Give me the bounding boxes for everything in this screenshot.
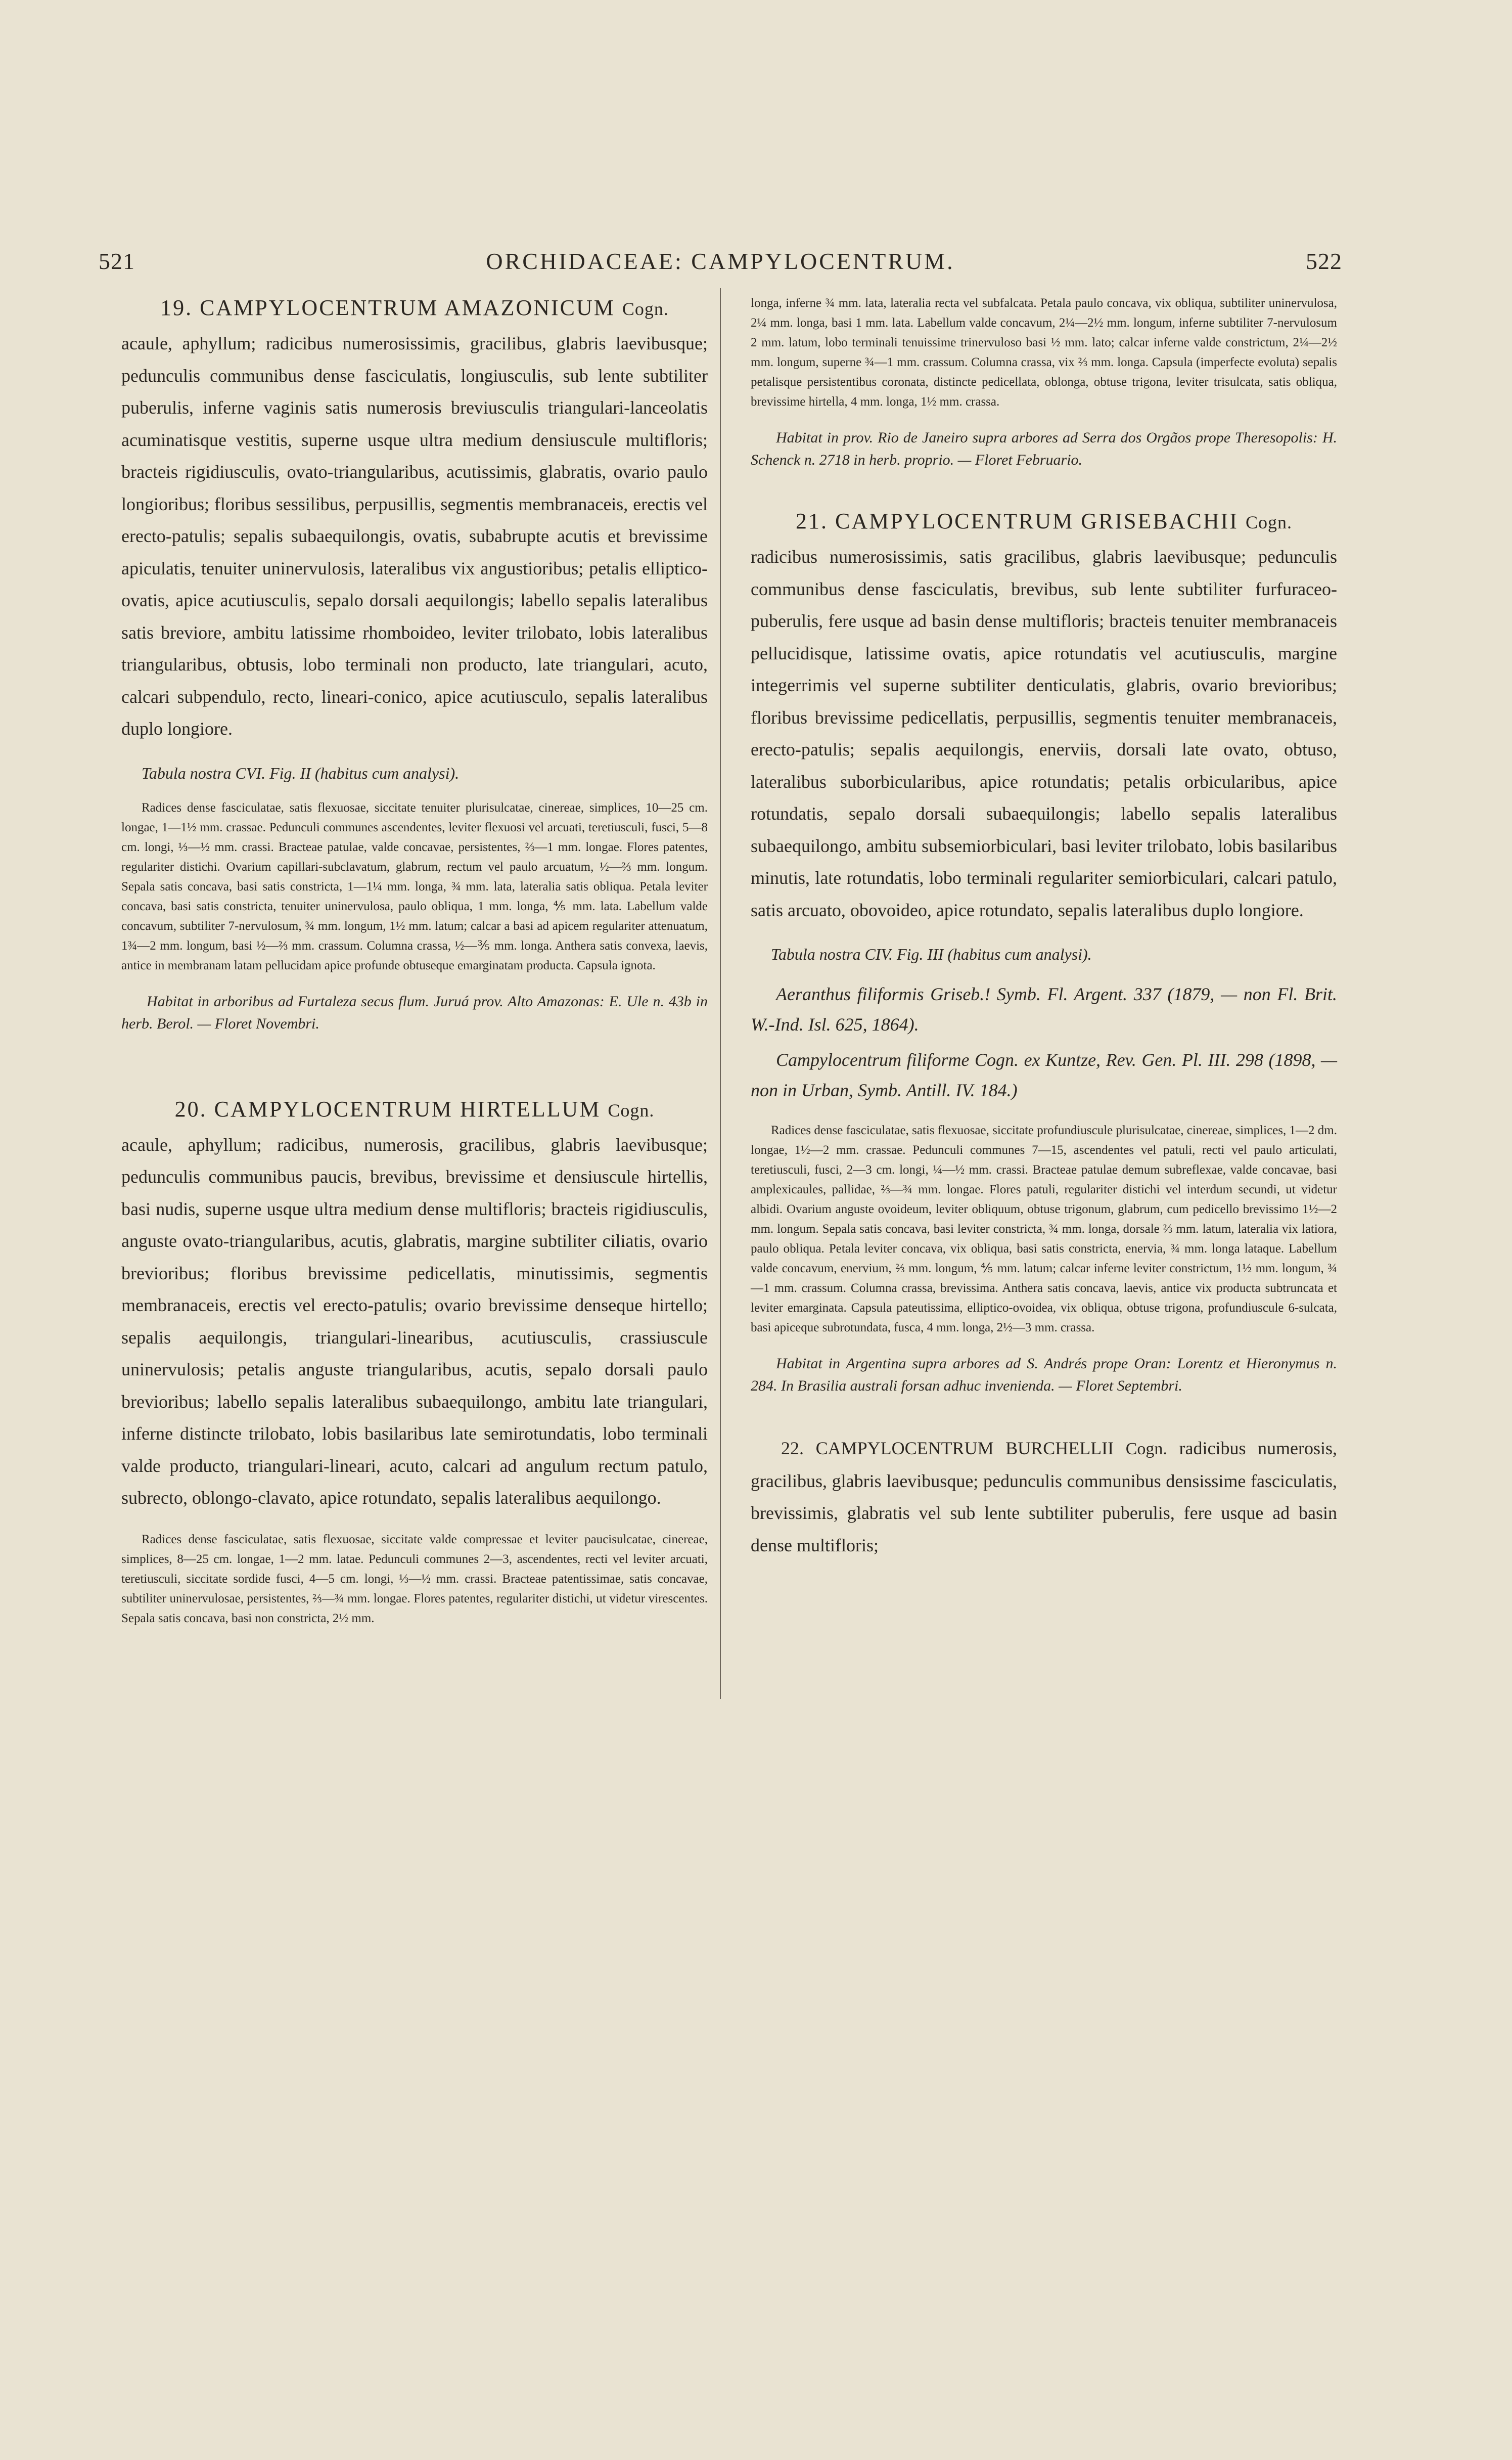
species-19	[121, 293, 708, 1035]
species-description: acaule, aphyllum; radicibus numerosissimis, gracilibus, glabris laevibusque; pedunculis communibus dense fasciculatis, longiusculis, sub lente subtiliter puberulis, inferne vaginis satis numerosis breviusculis triangulari-lanceolatis acuminatisque vestitis, superne usque ultra medium densiuscule multifloris; bracteis rigidiusculis, ovato-triangularibus, acutissimis, glabratis, ovario paulo longioribus; floribus sessilibus, perpusillis, segmentis membranaceis, erectis vel erecto-patulis; sepalis subaequilongis, ovatis, subabrupte acutis et brevissime apiculatis, tenuiter uninervulosis, lateralibus vix angustioribus; petalis elliptico-ovatis, apice acutiusculis, sepalo dorsali aequilongis; labello sepalis lateralibus satis breviore, ambitu latissime rhomboideo, leviter trilobato, lobis lateralibus triangularibus, obtusis, lobo terminali non producto, late triangulari, acuto, calcari subpendulo, recto, lineari-conico, apice acutiusculo, sepalis lateralibus duplo longiore.	[121, 333, 708, 739]
species-author: Cogn.	[1125, 1440, 1167, 1458]
habitat-note: Habitat in prov. Rio de Janeiro supra arbores ad Serra dos Orgãos prope Theresopolis: H. Schenck n. 2718 in herb. proprio. — Floret Februario.	[751, 429, 1337, 468]
species-description: radicibus numerosissimis, satis gracilibus, glabris laevibusque; pedunculis communibus dense fasciculatis, brevibus, sub lente subtiliter furfuraceo-puberulis, fere usque ad basin dense multifloris; bracteis tenuiter membranaceis pellucidisque, latissime ovatis, apice rotundatis vel acutiusculis, margine integerrimis vel superne subtiliter denticulatis, glabris, ovario brevioribus; floribus brevissime pedicellatis, perpusillis, segmentis tenuiter membranaceis, erecto-patulis; sepalis aequilongis, enerviis, dorsali late ovato, obtuso, lateralibus suborbicularibus, apice rotundatis; petalis orbicularibus, apice rotundatis, sepalo dorsali subaequilongis; labello sepalis lateralibus subaequilongo, ambitu subsemiorbiculari, basi leviter trilobato, lobis basilaribus minutis, late rotundatis, lobo terminali regulariter semiorbiculari, calcari patulo, satis arcuato, obovoideo, apice rotundato, sepalis lateralibus duplo longiore.	[751, 547, 1337, 920]
species-description: acaule, aphyllum; radicibus, numerosis, gracilibus, glabris laevibusque; pedunculis communibus paucis, brevibus, brevissime et densiuscule hirtellis, basi nudis, superne usque ultra medium dense multifloris; bracteis rigidiusculis, anguste ovato-triangularibus, acutis, glabratis, margine subtiliter ciliatis, ovario brevioribus; floribus brevissime pedicellatis, minutissimis, segmentis membranaceis, erectis vel erecto-patulis; ovario brevissime denseque hirtello; sepalis aequilongis, triangulari-linearibus, acutiusculis, crassiuscule uninervulosis; petalis anguste triangularibus, acutis, sepalo dorsali paulo brevioribus; labello sepalis lateralibus subaequilongo, ambitu late triangulari, inferne distincte trilobato, lobis basilaribus late semirotundatis, lobo terminali valde producto, triangulari-lineari, acuto, calcari ad angulum rectum patulo, subrecto, oblongo-clavato, apice rotundato, sepalis lateralibus aequilongo.	[121, 1134, 708, 1508]
species-title	[751, 507, 1337, 537]
right-column	[751, 293, 1337, 1561]
species-name: 20. CAMPYLOCENTRUM HIRTELLUM	[174, 1096, 601, 1122]
detailed-description: Radices dense fasciculatae, satis flexuosae, siccitate tenuiter plurisulcatae, cinereae, simplices, 10—25 cm. longae, 1—1½ mm. crassae. Pedunculi communes ascendentes, leviter flexuosi vel arcuati, teretiusculi, fusci, 5—8 cm. longi, ⅓—½ mm. crassi. Bracteae patulae, valde concavae, persistentes, ⅔—1 mm. longae. Flores patentes, regulariter distichi. Ovarium capillari-subclavatum, glabrum, rectum vel paulo arcuatum, ½—⅔ mm. longum. Sepala satis concava, basi satis constricta, 1—1¼ mm. longa, ¾ mm. lata, lateralia satis obliqua. Petala leviter concava, basi satis constricta, tenuiter uninervulosa, paulo obliqua, 1 mm. longa, ⅘ mm. lata. Labellum valde concavum, subtiliter 7-nervulosum, ¾ mm. longum, 1½ mm. latum; calcar a basi ad apicem regulariter attenuatum, 1¾—2 mm. longum, basi ½—⅔ mm. crassum. Columna crassa, ½—⅗ mm. longa. Anthera satis convexa, laevis, antice in membranam latam pellucidam apice profunde obtuseque emarginatam producta. Capsula ignota.	[121, 800, 708, 972]
species-description-text: radicibus numerosis, gracilibus, glabris laevibusque; pedunculis communibus densissime fasciculatis, brevissimis, glabratis vel sub lente subtiliter puberulis, fere usque ad basin dense multifloris;	[751, 1438, 1338, 1555]
species-21	[751, 507, 1337, 1397]
detailed-description-continued: longa, inferne ¾ mm. lata, lateralia recta vel subfalcata. Petala paulo concava, vix obliqua, subtiliter uninervulosa, 2¼ mm. longa, basi 1 mm. lata. Labellum valde concavum, 2¼—2½ mm. longum, inferne subtiliter 7-nervulosum 2 mm. latum, lobo terminali tenuissime trinervuloso basi ½ mm. lato; calcar inferne valde constrictum, 2¼—2½ mm. longum, superne ¾—1 mm. crassum. Columna crassa, vix ⅔ mm. longa. Capsula (imperfecte evoluta) sepalis petalisque persistentibus coronata, distincte pedicellata, oblonga, obtuse trigona, leviter trisulcata, satis obliqua, brevissime hirtella, 4 mm. longa, 1½ mm. crassa.	[751, 296, 1337, 409]
species-name: 21. CAMPYLOCENTRUM GRISEBACHII	[796, 509, 1239, 533]
synonym: Campylocentrum filiforme Cogn. ex Kuntze, Rev. Gen. Pl. III. 298 (1898, — non in Urban, Symb. Antill. IV. 184.)	[751, 1050, 1337, 1100]
species-description	[751, 1433, 1337, 1561]
species-title	[121, 1095, 708, 1125]
species-name: 22. CAMPYLOCENTRUM BURCHELLII	[781, 1438, 1114, 1458]
running-head: ORCHIDACEAE: CAMPYLOCENTRUM.	[486, 248, 955, 274]
synonym: Aeranthus filiformis Griseb.! Symb. Fl. Argent. 337 (1879, — non Fl. Brit. W.-Ind. Isl. 625, 1864).	[751, 984, 1337, 1035]
species-name: 19. CAMPYLOCENTRUM AMAZONICUM	[160, 295, 615, 320]
species-author: Cogn.	[608, 1100, 655, 1121]
species-22	[751, 1433, 1337, 1561]
page-number-right: 522	[1306, 248, 1342, 274]
column-divider	[720, 288, 721, 1699]
species-author: Cogn.	[1245, 512, 1292, 532]
species-20	[121, 1095, 708, 1628]
page-header	[99, 248, 1342, 283]
detailed-description: Radices dense fasciculatae, satis flexuosae, siccitate profundiuscule plurisulcatae, cinereae, simplices, 1—2 dm. longae, 1½—2 mm. crassae. Pedunculi communes 7—15, ascendentes vel patuli, recti vel paulo articulati, teretiusculi, fusci, 2—3 cm. longi, ¼—½ mm. crassi. Bracteae patulae demum subreflexae, valde concavae, basi amplexicaules, pallidae, ⅔—¾ mm. longae. Flores patuli, regulariter distichi vel interdum secundi, ut videtur albidi. Ovarium anguste ovoideum, leviter obliquum, obtuse trigonum, glabrum, cum pedicello brevissimo 1½—2 mm. longum. Sepala satis concava, basi leviter constricta, ¾ mm. longa, dorsale ⅔ mm. latum, lateralia vix latiora, paulo obliqua. Petala leviter concava, vix obliqua, basi satis constricta, enervia, ¾ mm. longa lataque. Labellum valde concavum, enervium, ⅔ mm. longum, ⅘ mm. latum; calcar inferne leviter constrictum, 1½ mm. longum, ¾—1 mm. crassum. Columna crassa, brevissima. Anthera satis concava, laevis, antice vix producta subtruncata et leviter emarginata. Capsula pateutissima, elliptico-ovoidea, vix obliqua, obtuse trigona, profundiuscule 6-sulcata, basi apiceque subrotundata, fusca, 4 mm. longa, 2½—3 mm. crassa.	[751, 1124, 1337, 1334]
species-author: Cogn.	[622, 299, 669, 319]
habitat-note: Habitat in arboribus ad Furtaleza secus flum. Juruá prov. Alto Amazonas: E. Ule n. 43b in herb. Berol. — Floret Novembri.	[121, 993, 708, 1032]
page-number-left: 521	[99, 248, 135, 274]
species-title	[121, 293, 708, 324]
left-column	[121, 293, 708, 1628]
tabula-reference: Tabula nostra CIV. Fig. III (habitus cum analysi).	[771, 945, 1092, 963]
detailed-description: Radices dense fasciculatae, satis flexuosae, siccitate valde compressae et leviter paucisulcatae, cinereae, simplices, 8—25 cm. longae, 1—2 mm. latae. Pedunculi communes 2—3, ascendentes, recti vel leviter arcuati, teretiusculi, siccitate sordide fusci, 4—5 cm. longi, ⅓—½ mm. crassi. Bracteae patentissimae, satis concavae, subtiliter uninervulosae, persistentes, ⅔—¾ mm. longae. Flores patentes, regulariter distichi, ut videtur virescentes. Sepala satis concava, basi non constricta, 2½ mm.	[121, 1532, 708, 1625]
tabula-reference: Tabula nostra CVI. Fig. II (habitus cum analysi).	[142, 764, 460, 782]
habitat-note: Habitat in Argentina supra arbores ad S. Andrés prope Oran: Lorentz et Hieronymus n. 284. In Brasilia australi forsan adhuc invenienda. — Floret Septembri.	[751, 1355, 1337, 1394]
